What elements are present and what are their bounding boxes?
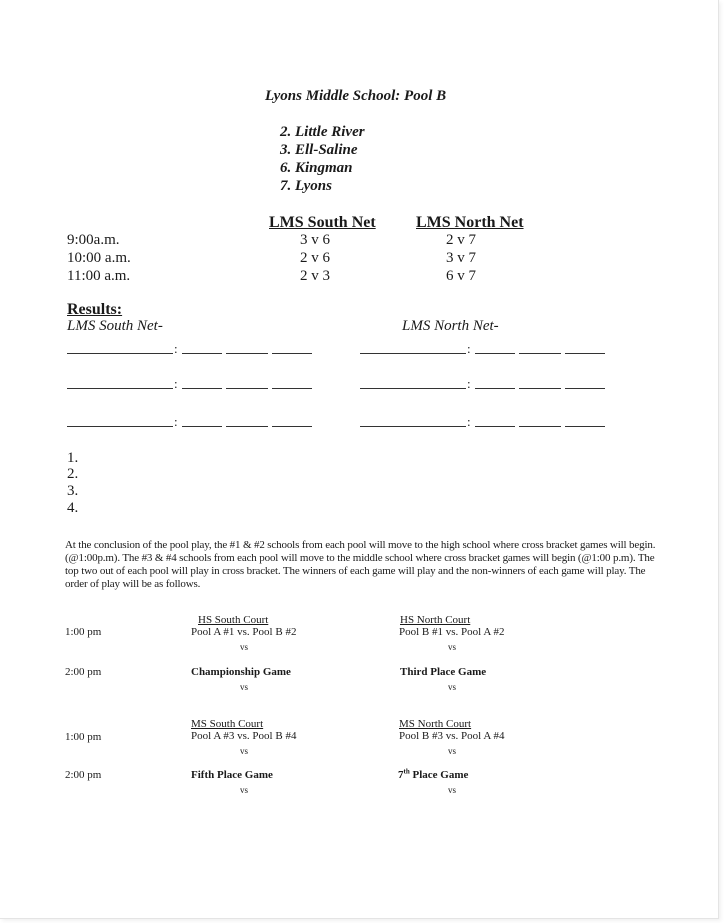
schedule-time: 9:00a.m. [67, 232, 120, 248]
vs-label: vs [240, 785, 249, 795]
bracket-time: 1:00 pm [65, 731, 102, 743]
result-blank-line[interactable] [226, 388, 268, 389]
ms-south-court-header: MS South Court [191, 718, 264, 730]
result-blank-line[interactable] [565, 353, 605, 354]
bracket-time: 2:00 pm [65, 666, 102, 678]
north-match: 2 v 7 [446, 232, 476, 248]
result-blank-line[interactable] [360, 426, 466, 427]
result-blank-line[interactable] [519, 426, 561, 427]
hs-north-match: Pool B #1 vs. Pool A #2 [399, 626, 505, 638]
north-net-header: LMS North Net [416, 214, 524, 231]
result-blank-line[interactable] [182, 388, 222, 389]
result-blank-line[interactable] [360, 388, 466, 389]
seventh-place-game: 7th Place Game [398, 767, 469, 781]
vs-label: vs [448, 642, 457, 652]
third-place-game: Third Place Game [400, 666, 487, 678]
vs-label: vs [240, 746, 249, 756]
vs-label: vs [240, 682, 249, 692]
south-match: 3 v 6 [300, 232, 330, 248]
result-blank-line[interactable] [272, 388, 312, 389]
north-match: 6 v 7 [446, 268, 476, 284]
bracket-time: 1:00 pm [65, 626, 102, 638]
result-blank-line[interactable] [565, 388, 605, 389]
vs-label: vs [240, 642, 249, 652]
result-blank-line[interactable] [67, 388, 173, 389]
ms-south-match: Pool A #3 vs. Pool B #4 [191, 730, 297, 742]
result-blank-line[interactable] [226, 426, 268, 427]
result-blank-line[interactable] [67, 353, 173, 354]
ranking-item: 4. [67, 500, 79, 516]
results-title: Results: [67, 301, 123, 318]
instructions-paragraph: At the conclusion of the pool play, the #1 & #2 schools from each pool will move to the high school where cross bracket games will begin. (@1:00p.m). The #3 & #4 schools from each pool will move to the middle school where cross bracket games will begin (@1:00 p.m). The top two out of each pool will play in cross bracket. The winners of each game will play and the non-winners of each game will play. The order of play will be as follows. [65, 539, 656, 590]
result-colon: : [174, 376, 178, 391]
ms-north-match: Pool B #3 vs. Pool A #4 [399, 730, 505, 742]
team-item: 7. Lyons [280, 178, 332, 194]
result-blank-line[interactable] [272, 353, 312, 354]
result-blank-line[interactable] [182, 426, 222, 427]
hs-south-match: Pool A #1 vs. Pool B #2 [191, 626, 297, 638]
south-match: 2 v 3 [300, 268, 330, 284]
ranking-item: 1. [67, 450, 79, 466]
result-blank-line[interactable] [182, 353, 222, 354]
vs-label: vs [448, 746, 457, 756]
hs-south-court-header: HS South Court [198, 614, 269, 626]
result-colon: : [467, 341, 471, 356]
south-match: 2 v 6 [300, 250, 330, 266]
result-blank-line[interactable] [272, 426, 312, 427]
result-blank-line[interactable] [519, 388, 561, 389]
schedule-time: 11:00 a.m. [67, 268, 131, 284]
team-item: 3. Ell-Saline [280, 142, 358, 158]
results-south-label: LMS South Net- [67, 318, 163, 334]
result-blank-line[interactable] [360, 353, 466, 354]
hs-north-court-header: HS North Court [400, 614, 471, 626]
page-title: Lyons Middle School: Pool B [265, 88, 447, 104]
result-colon: : [174, 341, 178, 356]
south-net-header: LMS South Net [269, 214, 376, 231]
result-colon: : [467, 376, 471, 391]
result-colon: : [467, 414, 471, 429]
result-blank-line[interactable] [67, 426, 173, 427]
results-north-label: LMS North Net- [402, 318, 499, 334]
result-blank-line[interactable] [519, 353, 561, 354]
result-blank-line[interactable] [475, 353, 515, 354]
result-blank-line[interactable] [475, 388, 515, 389]
ranking-item: 3. [67, 483, 79, 499]
fifth-place-game: Fifth Place Game [191, 769, 273, 781]
result-colon: : [174, 414, 178, 429]
vs-label: vs [448, 785, 457, 795]
vs-label: vs [448, 682, 457, 692]
championship-game: Championship Game [191, 666, 291, 678]
result-blank-line[interactable] [565, 426, 605, 427]
result-blank-line[interactable] [226, 353, 268, 354]
bracket-time: 2:00 pm [65, 769, 102, 781]
ranking-item: 2. [67, 466, 79, 482]
north-match: 3 v 7 [446, 250, 476, 266]
result-blank-line[interactable] [475, 426, 515, 427]
schedule-time: 10:00 a.m. [67, 250, 131, 266]
ms-north-court-header: MS North Court [399, 718, 472, 730]
team-item: 6. Kingman [280, 160, 353, 176]
team-item: 2. Little River [280, 124, 365, 140]
